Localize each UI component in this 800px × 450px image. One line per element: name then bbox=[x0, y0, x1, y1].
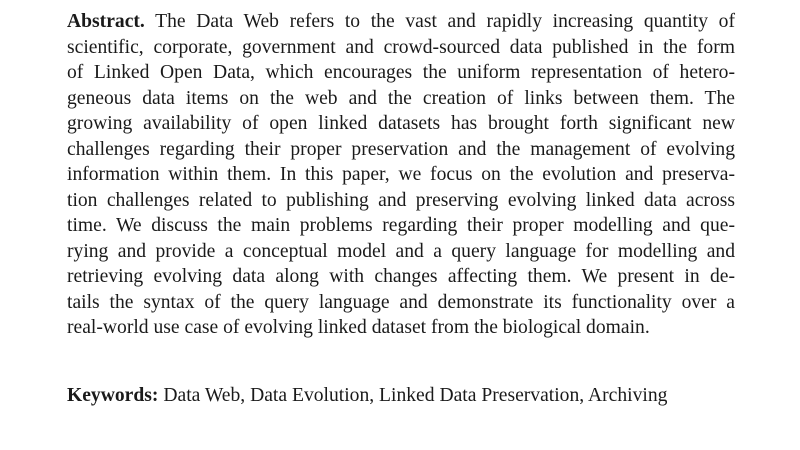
abstract-line: tails the syntax of the query language and demonstrate its functionality over a bbox=[67, 291, 735, 313]
abstract-line: geneous data items on the web and the creation of links between them. The bbox=[67, 87, 735, 109]
keywords-line bbox=[67, 383, 767, 408]
abstract-line: of Linked Open Data, which encourages the uniform representation of hetero- bbox=[67, 62, 735, 83]
abstract-line-text: The Data Web refers to the vast and rapidly increasing quantity of bbox=[155, 11, 736, 32]
keywords-heading: Keywords: bbox=[67, 385, 159, 406]
abstract-line: rying and provide a conceptual model and a query language for modelling and bbox=[67, 240, 735, 262]
abstract-line: scientific, corporate, government and crowd-sourced data published in the form bbox=[67, 36, 735, 58]
abstract-line: real-world use case of evolving linked dataset from the biological domain. bbox=[67, 317, 650, 338]
abstract-line bbox=[67, 9, 735, 35]
abstract-line: growing availability of open linked datasets has brought forth significant new bbox=[67, 113, 735, 134]
abstract-line: tion challenges related to publishing and preserving evolving linked data across bbox=[67, 189, 735, 211]
keywords-text: Data Web, Data Evolution, Linked Data Preservation, Archiving bbox=[163, 385, 668, 406]
abstract-paragraph bbox=[67, 9, 735, 341]
abstract-line: challenges regarding their proper preservation and the management of evolving bbox=[67, 138, 735, 160]
abstract-heading: Abstract. bbox=[67, 11, 145, 32]
abstract-line: retrieving evolving data along with changes affecting them. We present in de- bbox=[67, 266, 735, 287]
abstract-line: information within them. In this paper, we focus on the evolution and preserva- bbox=[67, 164, 735, 185]
abstract-line: time. We discuss the main problems regarding their proper modelling and que- bbox=[67, 215, 735, 236]
